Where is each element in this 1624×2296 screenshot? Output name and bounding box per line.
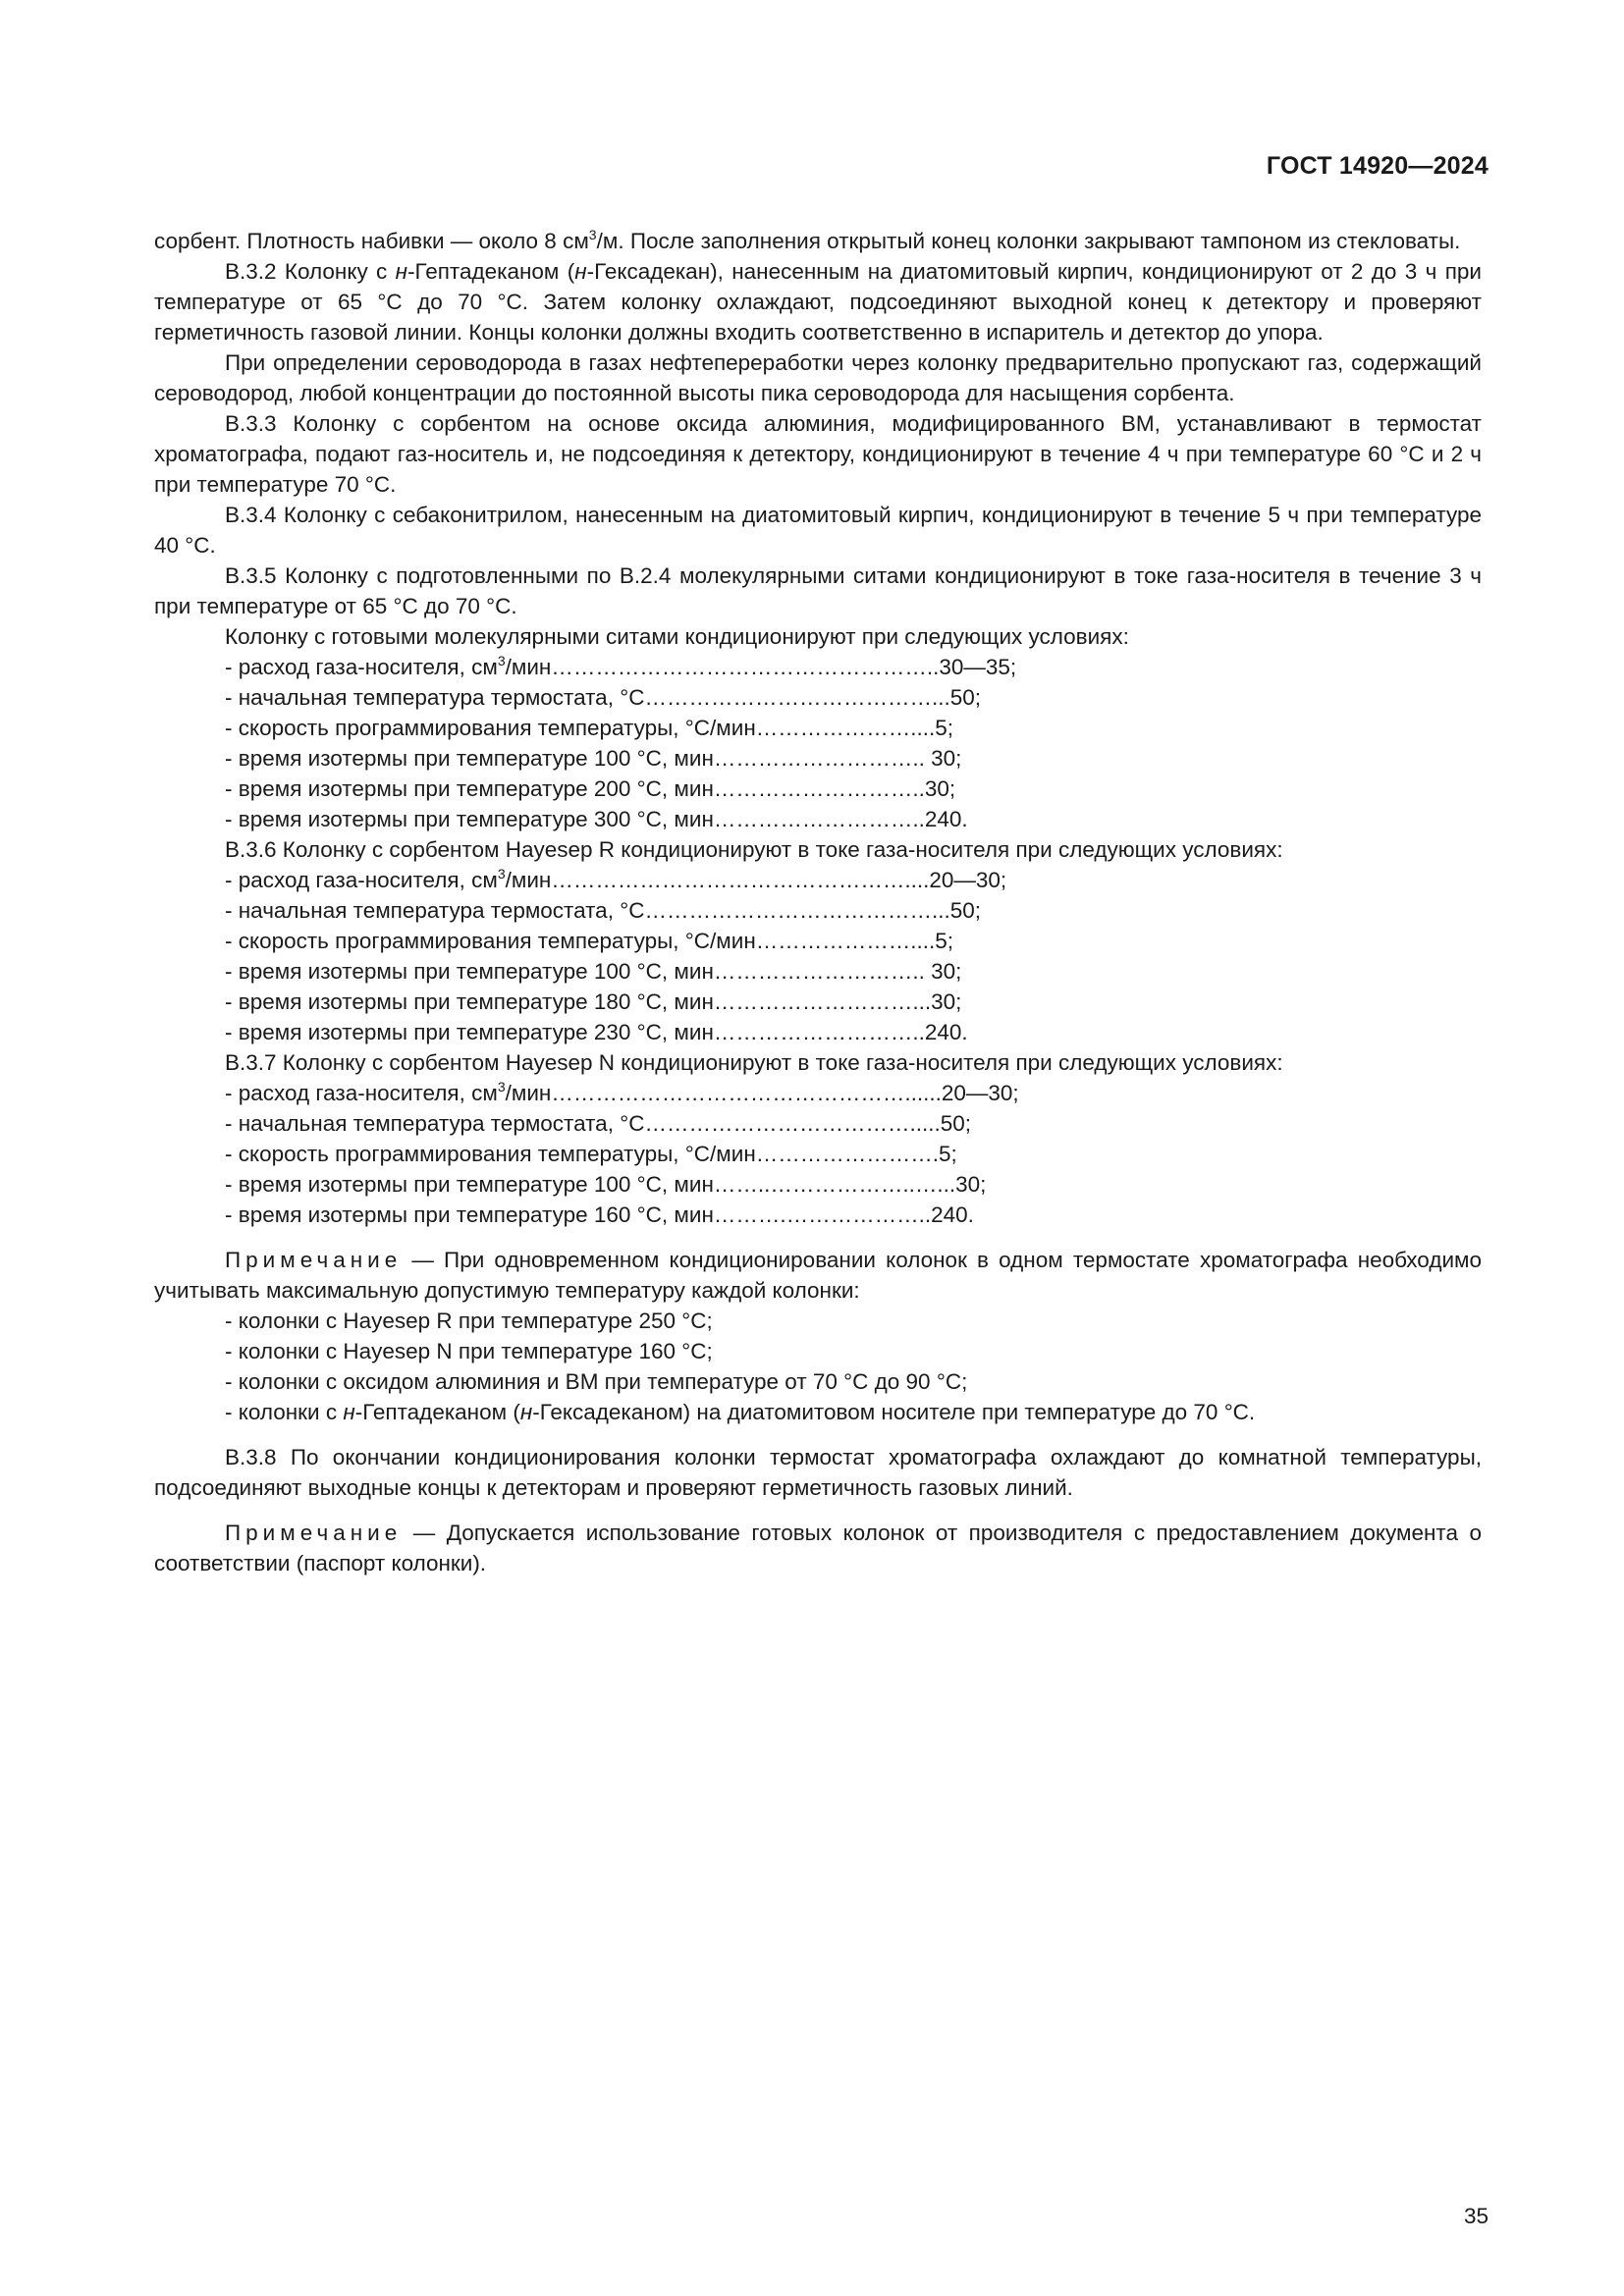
sieve-conditions-list (154, 652, 1482, 834)
superscript: 3 (497, 1079, 506, 1095)
list-item (154, 865, 1482, 895)
list-item (154, 652, 1482, 682)
text-run: - расход газа-носителя, см (225, 1081, 498, 1105)
text-run: /мин……………………………………………..30—35; (505, 655, 1017, 679)
note-label: Примечание (225, 1248, 403, 1272)
italic-n: н (343, 1400, 355, 1424)
list-item: - время изотермы при температуре 300 °С, мин………………………..240. (225, 807, 968, 831)
note-ready-columns (154, 1518, 1482, 1578)
text-run: -Гептадеканом ( (407, 259, 575, 284)
list-item: - время изотермы при температуре 230 °С, мин………………………..240. (225, 1020, 968, 1044)
list-item: - начальная температура термостата, °С…………………………………...50; (225, 898, 981, 923)
note-temperature-list (154, 1306, 1482, 1427)
list-item (154, 1397, 1482, 1427)
hayesep-n-conditions-list (154, 1078, 1482, 1230)
list-item: - время изотермы при температуре 160 °С, мин……….………………..240. (225, 1202, 974, 1227)
note-label: Примечание (225, 1521, 403, 1545)
text-run: — При одновременном кондиционировании колонок в одном термостате хроматографа необходимо учитывать максимальную допустимую температуру каждой колонки: (154, 1248, 1482, 1303)
list-item: - время изотермы при температуре 100 °С, мин……………………….. 30; (225, 959, 962, 984)
clause-b-3-6: В.3.6 Колонку с сорбентом Hayesep R кондиционируют в токе газа-носителя при следующих условиях: (225, 837, 1283, 862)
clause-b-3-8: В.3.8 По окончании кондиционирования колонки термостат хроматографа охлаждают до комнатной температуры, подсоединяют выходные концы к детекторам и проверяют герметичность газовых линий. (154, 1445, 1482, 1500)
list-item: - скорость программирования температуры, °С/мин…………………….5; (225, 1142, 957, 1166)
clause-b-3-7: В.3.7 Колонку с сорбентом Hayesep N кондиционируют в токе газа-носителя при следующих условиях: (225, 1050, 1283, 1075)
clause-b-3-2 (154, 256, 1482, 347)
superscript: 3 (497, 653, 506, 668)
list-item (154, 1078, 1482, 1108)
list-item: - начальная температура термостата, °С……………………………….....50; (225, 1111, 971, 1136)
superscript: 3 (497, 866, 506, 881)
italic-n: н (574, 259, 587, 284)
paragraph-sorbent-density (154, 226, 1482, 256)
list-item: - время изотермы при температуре 100 °С, мин……..………………..…...30; (225, 1172, 987, 1197)
text-run: - колонки с (225, 1400, 344, 1424)
page-body (154, 226, 1482, 1578)
text-run: сорбент. Плотность набивки — около 8 см (154, 229, 589, 253)
clause-b-3-3: В.3.3 Колонку с сорбентом на основе оксида алюминия, модифицированного ВМ, устанавливают в термостат хроматографа, подают газ-носитель и, не подсоединяя к детектору, кондиционируют в течение 4 ч при температуре 60 °С и 2 ч при температуре 70 °С. (154, 411, 1482, 497)
list-item: - время изотермы при температуре 100 °С, мин……………………….. 30; (225, 746, 962, 771)
note-simultaneous-conditioning (154, 1245, 1482, 1306)
page-number: 35 (1463, 2204, 1489, 2228)
text-run: - расход газа-носителя, см (225, 868, 498, 892)
italic-n: н (519, 1400, 533, 1424)
sieve-conditions-intro: Колонку с готовыми молекулярными ситами кондиционируют при следующих условиях: (225, 624, 1129, 649)
italic-n: н (395, 259, 408, 284)
list-item: - скорость программирования температуры, °С/мин…………………....5; (225, 716, 954, 740)
list-item: - колонки с Hayesep N при температуре 160 °С; (225, 1339, 713, 1363)
hayesep-r-conditions-list (154, 865, 1482, 1047)
list-item: - скорость программирования температуры, °С/мин…………………....5; (225, 929, 954, 953)
text-run: — Допускается использование готовых колонок от производителя с предоставлением документа о соответствии (паспорт колонки). (154, 1521, 1482, 1575)
text-run: /мин…………………………………………......20—30; (505, 1081, 1019, 1105)
text-run: - расход газа-носителя, см (225, 655, 498, 679)
list-item: - время изотермы при температуре 180 °С, мин………………………...30; (225, 989, 962, 1014)
text-run: -Гептадеканом ( (354, 1400, 520, 1424)
list-item: - время изотермы при температуре 200 °С, мин………………………..30; (225, 776, 956, 801)
text-run: /мин…………………………………………....20—30; (505, 868, 1007, 892)
list-item: - колонки с Hayesep R при температуре 250 °С; (225, 1308, 713, 1333)
text-run: В.3.2 Колонку с (225, 259, 396, 284)
clause-b-3-5: В.3.5 Колонку с подготовленными по В.2.4 молекулярными ситами кондиционируют в токе газа-носителя в течение 3 ч при температуре от 65 °С до 70 °С. (154, 563, 1482, 618)
text-run: -Гексадеканом) на диатомитовом носителе при температуре до 70 °С. (532, 1400, 1256, 1424)
list-item: - начальная температура термостата, °С…………………………………...50; (225, 685, 981, 710)
document-code: ГОСТ 14920—2024 (1266, 152, 1489, 180)
clause-b-3-4: В.3.4 Колонку с себаконитрилом, нанесенным на диатомитовый кирпич, кондиционируют в течение 5 ч при температуре 40 °С. (154, 503, 1482, 558)
text-run: /м. После заполнения открытый конец колонки закрывают тампоном из стекловаты. (596, 229, 1461, 253)
text-run: -Гексадекан), нанесенным на диатомитовый кирпич, кондиционируют от 2 до 3 ч при температуре от 65 °С до 70 °С. Затем колонку охлаждают, подсоединяют выходной конец к детектору и проверяют герметичность газовой линии. Концы колонки должны входить соответственно в испаритель и детектор до упора. (154, 259, 1482, 345)
superscript: 3 (588, 227, 597, 242)
paragraph-hydrogen-sulfide: При определении сероводорода в газах нефтепереработки через колонку предварительно пропускают газ, содержащий сероводород, любой концентрации до постоянной высоты пика сероводорода для насыщения сорбента. (154, 350, 1482, 405)
list-item: - колонки с оксидом алюминия и ВМ при температуре от 70 °С до 90 °С; (225, 1369, 968, 1394)
